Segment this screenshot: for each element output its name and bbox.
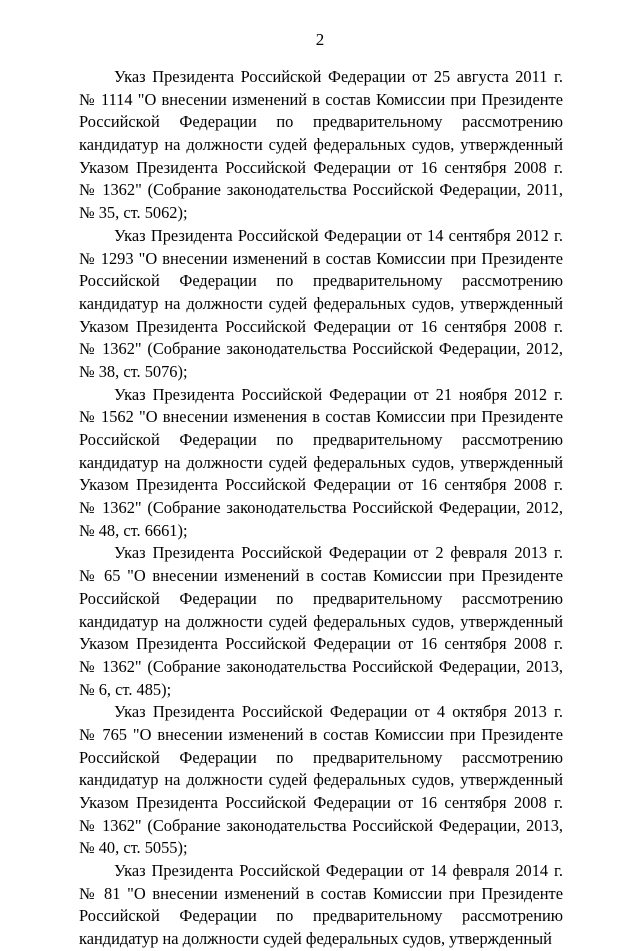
paragraph-line: № 38, ст. 5076); [79, 361, 188, 381]
decree-paragraph [79, 384, 563, 543]
paragraph-line: № 1362" (Собрание законодательства Российской Федерации, 2012, [79, 498, 563, 518]
decree-paragraph [79, 225, 563, 384]
paragraph-line: Указ Президента Российской Федерации от 21 ноября 2012 г. [114, 384, 563, 404]
paragraph-line: № 48, ст. 6661); [79, 520, 188, 540]
paragraph-line: № 40, ст. 5055); [79, 838, 188, 858]
paragraph-line: № 65 "О внесении изменений в состав Комиссии при Президенте [79, 566, 563, 586]
paragraph-line: № 1362" (Собрание законодательства Российской Федерации, 2011, [79, 180, 563, 200]
decree-paragraph [79, 701, 563, 860]
paragraph-line: № 6, ст. 485); [79, 679, 172, 699]
paragraph-line: Указом Президента Российской Федерации от 16 сентября 2008 г. [79, 475, 563, 495]
paragraph-line: кандидатур на должности судей федеральных судов, утвержденный [79, 452, 563, 472]
paragraph-line: Российской Федерации по предварительному рассмотрению [79, 430, 563, 449]
paragraph-line: кандидатур на должности судей федеральных судов, утвержденный [79, 135, 563, 155]
paragraph-line: кандидатур на должности судей федеральных судов, утвержденный [79, 929, 552, 949]
paragraph-line: кандидатур на должности судей федеральных судов, утвержденный [79, 770, 563, 790]
paragraph-line: Российской Федерации по предварительному рассмотрению [79, 271, 563, 291]
paragraph-line: Указ Президента Российской Федерации от 14 сентября 2012 г. [114, 225, 563, 245]
paragraph-line: кандидатур на должности судей федеральных судов, утвержденный [79, 293, 563, 313]
paragraph-line: Российской Федерации по предварительному рассмотрению [79, 112, 563, 132]
paragraph-line: № 1362" (Собрание законодательства Российской Федерации, 2013, [79, 656, 563, 676]
paragraph-line: № 765 "О внесении изменений в состав Комиссии при Президенте [79, 724, 563, 744]
paragraph-line: Указом Президента Российской Федерации от 16 сентября 2008 г. [79, 793, 563, 812]
paragraph-line: Указ Президента Российской Федерации от 2 февраля 2013 г. [114, 543, 563, 563]
paragraph-line: № 1114 "О внесении изменений в состав Комиссии при Президенте [79, 89, 563, 109]
paragraph-line: Указ Президента Российской Федерации от 25 августа 2011 г. [114, 67, 563, 86]
paragraph-line: Указом Президента Российской Федерации от 16 сентября 2008 г. [79, 157, 563, 177]
paragraph-line: № 1293 "О внесении изменений в состав Комиссии при Президенте [79, 248, 563, 268]
paragraph-line: № 1362" (Собрание законодательства Российской Федерации, 2012, [79, 339, 563, 359]
paragraph-line: № 35, ст. 5062); [79, 203, 188, 223]
decree-paragraph [79, 66, 563, 225]
paragraph-line: № 1562 "О внесении изменения в состав Комиссии при Президенте [79, 407, 563, 427]
page-number: 2 [315, 30, 325, 49]
decree-paragraph [79, 542, 563, 701]
paragraph-line: № 1362" (Собрание законодательства Российской Федерации, 2013, [79, 815, 563, 835]
paragraph-line: Российской Федерации по предварительному рассмотрению [79, 906, 563, 926]
decree-paragraph [79, 860, 563, 951]
paragraph-line: Указом Президента Российской Федерации от 16 сентября 2008 г. [79, 634, 563, 654]
paragraph-line: Указ Президента Российской Федерации от 4 октября 2013 г. [114, 702, 563, 722]
paragraph-line: Российской Федерации по предварительному рассмотрению [79, 588, 563, 608]
paragraph-line: № 81 "О внесении изменений в состав Комиссии при Президенте [79, 883, 563, 903]
paragraph-line: Указом Президента Российской Федерации от 16 сентября 2008 г. [79, 316, 563, 336]
document-body [79, 66, 563, 951]
paragraph-line: Указ Президента Российской Федерации от 14 февраля 2014 г. [114, 861, 563, 881]
paragraph-line: Российской Федерации по предварительному рассмотрению [79, 747, 563, 767]
paragraph-line: кандидатур на должности судей федеральных судов, утвержденный [79, 611, 563, 631]
